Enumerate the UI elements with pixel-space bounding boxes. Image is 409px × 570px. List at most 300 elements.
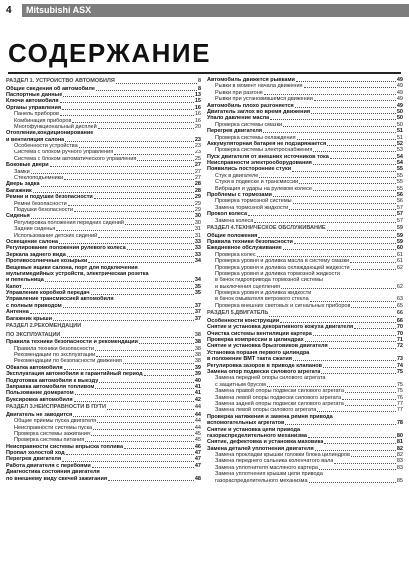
toc-page-number: 44 <box>194 404 201 411</box>
toc-page-number: 28 <box>194 181 201 188</box>
toc-subentry <box>207 218 403 224</box>
toc-leader-dots <box>309 482 396 483</box>
toc-entry-label: Замена передней опоры силового агрегата <box>215 375 326 382</box>
toc-entry-label: Замена переднего сальника коленчатого вала <box>215 458 334 465</box>
toc-leader-dots <box>270 119 396 120</box>
toc-leader-dots <box>259 177 396 178</box>
toc-entry-label: Отопление,кондиционирование <box>6 130 94 137</box>
toc-page-number: 85 <box>396 477 403 484</box>
toc-entry-label: Проверка системы питания <box>14 437 85 444</box>
toc-page-number: 71 <box>396 337 403 344</box>
toc-entry-label: Рекомендации по безопасности движения <box>14 358 122 365</box>
toc-entry-label: Аккумуляторная батарея не подзаряжается <box>207 140 327 147</box>
toc-entry-label: Панель приборов <box>14 111 59 118</box>
toc-leader-dots <box>124 448 194 449</box>
toc-page-number: 31 <box>194 232 201 239</box>
toc-page-number: 38 <box>194 345 201 352</box>
toc-page-number: 44 <box>194 411 201 418</box>
toc-entry-label: Проверка уровня и доливка охлаждающей жидкости <box>215 264 350 271</box>
toc-entry-label: Появились посторонние стуки <box>207 166 292 173</box>
toc-leader-dots <box>67 256 194 257</box>
toc-page-number: 82 <box>396 445 403 452</box>
toc-entry-label: Управление трансмиссией автомобиля <box>6 296 114 303</box>
toc-page-number: 73 <box>396 356 403 363</box>
toc-entry-label: газораспределительного механизма <box>215 477 308 484</box>
toc-section-heading <box>6 323 201 331</box>
toc-leader-dots <box>125 224 194 225</box>
toc-leader-dots <box>137 160 193 161</box>
toc-page-number: 55 <box>396 166 403 173</box>
toc-section-heading <box>207 310 403 318</box>
toc-entry-label: ПО ЭКСПЛУАТАЦИИ <box>6 331 61 338</box>
toc-entry-label: Капот <box>6 283 22 290</box>
toc-entry-label: Правила техники безопасности <box>14 345 94 352</box>
toc-section-heading <box>207 225 403 233</box>
toc-page-number: 37 <box>194 302 201 309</box>
toc-page-number: 70 <box>396 324 403 331</box>
page-number: 4 <box>6 5 12 16</box>
toc-entry-label: Неисправности системы пуска <box>14 424 93 431</box>
book-title: Mitsubishi ASX <box>26 5 92 15</box>
toc-entry-label: Заправка автомобиля топливом <box>6 383 95 390</box>
toc-entry-label: Регулирование положения рулевого колеса <box>6 245 126 252</box>
toc-entry-label: Замена левой опоры подвески силового агрегата <box>215 394 342 401</box>
toc-page-number: 33 <box>194 251 201 258</box>
toc-leader-dots <box>41 186 194 187</box>
toc-entry-label: Система с блоком ручного управления <box>14 149 114 156</box>
toc-leader-dots <box>64 179 194 180</box>
toc-page-number: 23 <box>194 149 201 156</box>
toc-entry-label: Ключи автомобиля <box>6 98 59 105</box>
toc-entry-label: Двигатель не заводится <box>6 411 73 418</box>
toc-page-number: 55 <box>396 172 403 179</box>
toc-page-number: 83 <box>396 458 403 465</box>
toc-page-number: 56 <box>396 192 403 199</box>
toc-leader-dots <box>92 467 194 468</box>
toc-leader-dots <box>305 341 396 342</box>
title-divider <box>8 72 401 74</box>
toc-page-number: 29 <box>194 200 201 207</box>
toc-page-number: 37 <box>194 309 201 316</box>
toc-leader-dots <box>73 416 194 417</box>
toc-page-number: 39 <box>194 371 201 378</box>
toc-entry-label: Проблемы с тормозами <box>207 192 272 199</box>
toc-entry-label: Подготовка автомобиля к выезду <box>6 377 99 384</box>
toc-page-number: 39 <box>194 364 201 371</box>
toc-leader-dots <box>62 461 194 462</box>
toc-entry-label: Автомобиль плохо разгоняется <box>207 102 294 109</box>
toc-leader-dots <box>99 382 194 383</box>
toc-leader-dots <box>351 456 396 457</box>
toc-page-number: 42 <box>194 396 201 403</box>
toc-page-number: 33 <box>194 238 201 245</box>
toc-entry-label: РАЗДЕЛ 5.ДВИГАТЕЛЬ <box>207 310 269 317</box>
toc-page-number: 30 <box>194 213 201 220</box>
toc-page-number: 16 <box>194 117 201 124</box>
toc-entry-label: Замена опор подвески силового агрегата <box>207 368 321 375</box>
toc-leader-dots <box>66 454 194 455</box>
toc-leader-dots <box>323 367 396 368</box>
toc-leader-dots <box>285 424 396 425</box>
toc-entry-label: Дверь задка <box>6 181 40 188</box>
toc-leader-dots <box>313 164 396 165</box>
toc-page-number: 52 <box>396 140 403 147</box>
toc-page-number: 27 <box>194 168 201 175</box>
toc-entry-label: Проверка внешних световых и сигнальных приборов <box>215 302 351 309</box>
toc-page-number: 59 <box>396 238 403 245</box>
toc-page-number: 16 <box>194 104 201 111</box>
toc-entry-label: и вентиляция салона <box>6 136 65 143</box>
toc-page-number: 41 <box>194 383 201 390</box>
toc-entry-label: Пропал холостой ход <box>6 450 65 457</box>
toc-page-number: 75 <box>396 368 403 375</box>
toc-leader-dots <box>79 147 194 148</box>
toc-leader-dots <box>116 83 197 84</box>
toc-page-number: 66 <box>396 317 403 324</box>
toc-leader-dots <box>127 249 194 250</box>
toc-page-number: 23 <box>194 143 201 150</box>
toc-page-number: 13 <box>194 91 201 98</box>
toc-page-number: 41 <box>194 390 201 397</box>
toc-page-number: 78 <box>396 420 403 427</box>
toc-leader-dots <box>258 237 396 238</box>
toc-page-number: 16 <box>194 111 201 118</box>
toc-leader-dots <box>95 388 193 389</box>
toc-leader-dots <box>56 230 194 231</box>
toc-entry-label: Проверка тормозной системы <box>215 198 292 205</box>
toc-entry-label: Замена правой опоры подвески силового агрегата <box>215 388 344 395</box>
toc-page-number: 49 <box>396 83 403 90</box>
toc-page-number: 57 <box>396 217 403 224</box>
toc-page-number: 45 <box>194 430 201 437</box>
toc-leader-dots <box>324 443 395 444</box>
toc-entry-label: Проверка системы охлаждения <box>215 134 296 141</box>
toc-page-number: 33 <box>194 245 201 252</box>
toc-page-number: 38 <box>194 358 201 365</box>
toc-page-number: 35 <box>194 290 201 297</box>
toc-entry-label: Правила техники безопасности и рекомендации <box>6 339 138 346</box>
toc-leader-dots <box>63 96 194 97</box>
toc-leader-dots <box>91 435 194 436</box>
toc-entry-label: Органы управления <box>6 104 62 111</box>
toc-leader-dots <box>74 401 194 402</box>
toc-section-heading <box>6 332 201 340</box>
toc-entry-label: Проверка системы смазки <box>215 121 283 128</box>
toc-page-number: 83 <box>396 464 403 471</box>
toc-leader-dots <box>96 90 197 91</box>
toc-title: СОДЕРЖАНИЕ <box>8 38 211 68</box>
toc-entry-label: в бачок омывателя ветрового стекла <box>215 296 309 303</box>
toc-page-number: 51 <box>396 134 403 141</box>
toc-page-number: 54 <box>396 160 403 167</box>
toc-entry-label: Проверка колес <box>215 251 256 258</box>
toc-page-number: 8 <box>197 78 201 84</box>
toc-page-number: 50 <box>396 115 403 122</box>
toc-entry-label: Общие сведения об автомобиле <box>6 85 95 92</box>
toc-entry-label: Диагностика состояния двигателя <box>6 469 100 476</box>
toc-entry-label: Снятие и установка декоративного кожуха двигателя <box>207 324 354 331</box>
toc-leader-dots <box>281 288 396 289</box>
toc-entry-label: Замена задней опоры подвески силового агрегата <box>215 400 344 407</box>
toc-page-number: 53 <box>396 147 403 154</box>
toc-leader-dots <box>59 243 194 244</box>
toc-entry-label: в бачок гидропривода тормозной системы <box>215 277 323 284</box>
toc-entry-label: Стеклоподъемники <box>14 175 64 182</box>
toc-entry-label: Установка поршня первого цилиндра <box>207 349 310 356</box>
toc-page-number: 35 <box>194 283 201 290</box>
toc-page-number: 70 <box>396 330 403 337</box>
toc-entry-label: РАЗДЕЛ 2.РЕКОМЕНДАЦИИ <box>6 323 82 330</box>
toc-leader-dots <box>354 328 396 329</box>
toc-page-number: 74 <box>396 362 403 369</box>
toc-entry-label: Эксплуатация автомобиля в гарантийный период <box>6 371 143 378</box>
toc-left-column <box>6 77 201 482</box>
toc-page-number: 49 <box>396 102 403 109</box>
toc-entry-label: Вещевые ящики салона, порт для подключения <box>6 264 138 271</box>
toc-entry-label: Замена левой опоры силового агрегата <box>215 407 317 414</box>
toc-leader-dots <box>289 209 396 210</box>
toc-entry-label: Многофункциональный дисплей <box>14 123 97 130</box>
toc-page-number: 27 <box>194 162 201 169</box>
toc-entry-label: Комбинация приборов <box>14 117 72 124</box>
toc-leader-dots <box>321 373 395 374</box>
toc-entry-label: Зеркала заднего вида <box>6 251 66 258</box>
toc-page-number: 61 <box>396 258 403 265</box>
toc-leader-dots <box>295 107 396 108</box>
toc-leader-dots <box>297 139 396 140</box>
toc-leader-dots <box>313 151 396 152</box>
toc-page-number: 81 <box>396 439 403 446</box>
toc-leader-dots <box>280 322 396 323</box>
toc-entry-label: Использование детских сидений <box>14 232 98 239</box>
toc-leader-dots <box>98 128 194 129</box>
toc-entry-label: Система с блоком автоматического управления <box>14 155 137 162</box>
toc-page-number: 49 <box>396 96 403 103</box>
toc-entry-label: Проверка системы зажигания <box>14 430 90 437</box>
toc-page-number: 29 <box>194 194 201 201</box>
toc-page-number: 59 <box>396 232 403 239</box>
toc-page-number: 49 <box>396 89 403 96</box>
toc-leader-dots <box>299 183 396 184</box>
toc-leader-dots <box>144 375 194 376</box>
toc-entry-label: Замена деталей уплотнения двигателя <box>207 445 314 452</box>
toc-leader-dots <box>283 126 396 127</box>
toc-leader-dots <box>248 215 396 216</box>
toc-entry-label: Подушки безопасности <box>14 207 74 213</box>
toc-entry-label: Замена уплотнителя масляного картера <box>215 464 318 471</box>
toc-leader-dots <box>329 348 396 349</box>
toc-entry-label: Снятие и установка брызговиков двигателя <box>207 343 328 350</box>
toc-page-number: 55 <box>396 185 403 192</box>
toc-leader-dots <box>267 386 396 387</box>
toc-page-number: 47 <box>194 456 201 463</box>
toc-leader-dots <box>269 316 396 317</box>
toc-entry <box>6 476 201 482</box>
toc-entry <box>6 397 201 403</box>
toc-entry-label: Замена уплотнения крышки цепи привода <box>215 471 323 478</box>
toc-page-number: 44 <box>194 418 201 425</box>
toc-page-number: 76 <box>396 394 403 401</box>
toc-page-number: 38 <box>194 331 201 338</box>
toc-entry-label: Антенна <box>6 309 29 316</box>
toc-leader-dots <box>304 87 396 88</box>
toc-leader-dots <box>327 230 396 231</box>
toc-entry-label: мультимедийных устройств, электрическая розетка <box>6 270 149 277</box>
toc-page-number: 62 <box>396 283 403 290</box>
toc-right-column <box>207 77 403 484</box>
toc-leader-dots <box>351 307 396 308</box>
toc-entry-label: Противосолнечные козырьки <box>6 258 88 265</box>
toc-leader-dots <box>345 405 396 406</box>
toc-page-number: 77 <box>396 400 403 407</box>
toc-entry-label: Вибрация и удары на рулевом колесе <box>215 185 312 192</box>
toc-page-number: 57 <box>396 211 403 218</box>
toc-entry-label: Общие приемы пуска двигателя <box>14 418 97 425</box>
toc-entry-label: Общие положения <box>207 232 258 239</box>
toc-entry-label: Особенности конструкции <box>207 317 280 324</box>
toc-page-number: 50 <box>396 121 403 128</box>
toc-entry-label: Проверка уровня и доливка масла в систему смазки <box>215 258 350 265</box>
toc-page-number: 31 <box>194 226 201 233</box>
toc-page-number: 34 <box>194 258 201 265</box>
toc-leader-dots <box>93 429 194 430</box>
toc-entry-label: Замена колеса <box>215 217 254 224</box>
toc-leader-dots <box>30 313 194 314</box>
toc-leader-dots <box>334 463 395 464</box>
toc-leader-dots <box>72 122 193 123</box>
toc-entry-label: Неисправности электрооборудования <box>207 160 312 167</box>
toc-page-number: 38 <box>194 352 201 358</box>
toc-page-number: 28 <box>194 187 201 194</box>
toc-entry-label: Работа двигателя с перебоями <box>6 462 91 469</box>
toc-leader-dots <box>62 109 194 110</box>
toc-page-number: 51 <box>396 128 403 135</box>
toc-entry-label: Рывки при разгоне <box>215 89 263 96</box>
toc-page-number: 8 <box>197 85 201 92</box>
toc-leader-dots <box>254 222 396 223</box>
toc-leader-dots <box>53 320 194 321</box>
toc-entry-label: Ежедневное обслуживание <box>207 245 282 252</box>
toc-leader-dots <box>313 335 396 336</box>
toc-leader-dots <box>310 301 396 302</box>
toc-entry-label: Регулировка зазоров в приводе клапанов <box>207 362 323 369</box>
toc-entry-label: Освещение салона <box>6 238 59 245</box>
toc-page-number: 75 <box>396 388 403 395</box>
toc-leader-dots <box>74 211 194 212</box>
toc-leader-dots <box>296 81 396 82</box>
toc-leader-dots <box>313 190 396 191</box>
toc-leader-dots <box>314 100 396 101</box>
toc-entry-label: Неисправности системы впрыска топлива <box>6 443 124 450</box>
toc-entry-label: Ремни безопасности <box>14 200 67 207</box>
toc-leader-dots <box>294 243 396 244</box>
toc-leader-dots <box>75 394 194 395</box>
toc-leader-dots <box>85 441 194 442</box>
toc-leader-dots <box>33 192 194 193</box>
toc-leader-dots <box>31 218 194 219</box>
toc-leader-dots <box>273 196 396 197</box>
toc-leader-dots <box>351 269 396 270</box>
page-header <box>0 4 409 18</box>
toc-page-number: 62 <box>396 264 403 271</box>
toc-leader-dots <box>292 171 396 172</box>
toc-leader-dots <box>293 360 396 361</box>
toc-leader-dots <box>319 469 396 470</box>
toc-page-number: 63 <box>396 296 403 303</box>
toc-page-number: 45 <box>194 437 201 444</box>
toc-page-number: 47 <box>194 462 201 469</box>
toc-page-number: 30 <box>194 219 201 226</box>
toc-leader-dots <box>91 294 194 295</box>
toc-entry-label: РАЗДЕЛ 4.ТЕХНИЧЕСКОЕ ОБСЛУЖИВАНИЕ <box>207 224 326 231</box>
toc-leader-dots <box>88 262 194 263</box>
toc-page-number: 23 <box>194 136 201 143</box>
toc-entry-label: Стук в двигателе <box>215 172 259 179</box>
toc-entry-label: с защитным брусом <box>215 381 266 388</box>
toc-entry-label: Багажник <box>6 187 32 194</box>
toc-entry-label: по внешнему виду свечей зажигания <box>6 475 108 482</box>
toc-entry-label: Боковые двери <box>6 162 49 169</box>
toc-page-number: 34 <box>194 277 201 284</box>
toc-leader-dots <box>64 369 194 370</box>
toc-entry-label: РАЗДЕЛ 3.НЕИСПРАВНОСТИ В ПУТИ <box>6 404 106 411</box>
toc-page-number: 61 <box>396 251 403 258</box>
toc-subentry <box>207 478 403 484</box>
toc-page-number: 77 <box>396 407 403 414</box>
toc-leader-dots <box>350 262 396 263</box>
toc-entry-label: Стуки в подвеске и трансмиссии <box>215 179 299 186</box>
toc-entry-label: Упало давление масла <box>207 115 270 122</box>
toc-entry-label: Рывки при установившемся движении <box>215 96 313 103</box>
toc-entry <box>6 316 201 322</box>
toc-page-number: 38 <box>194 339 201 346</box>
toc-entry-label: Замена прокладки крышки головки блока цилиндров <box>215 452 350 459</box>
toc-section-heading <box>6 404 201 412</box>
toc-leader-dots <box>94 198 194 199</box>
toc-leader-dots <box>60 115 194 116</box>
toc-leader-dots <box>65 141 194 142</box>
toc-entry-label: Рывки в момент начала движения <box>215 83 303 90</box>
toc-entry-label: Перегрев двигателя <box>6 456 62 463</box>
toc-entry-label: Очистка системы вентиляции картера <box>207 330 312 337</box>
toc-entry-label: Обкатка автомобиля <box>6 364 63 371</box>
toc-entry-label: Проверка натяжения и замена ремня привода <box>207 413 333 420</box>
toc-leader-dots <box>98 237 194 238</box>
toc-leader-dots <box>60 102 194 103</box>
toc-entry-label: Проверка системы электроснабжения <box>215 147 313 154</box>
toc-entry-label: РАЗДЕЛ 1. УСТРОЙСТВО АВТОМОБИЛЯ <box>6 78 115 84</box>
toc-entry-label: и выключения сцепления <box>215 283 280 290</box>
toc-page-number: 72 <box>396 343 403 350</box>
toc-entry-label: газораспределительного механизма <box>207 432 307 439</box>
toc-leader-dots <box>308 437 396 438</box>
toc-leader-dots <box>317 411 396 412</box>
toc-leader-dots <box>293 203 396 204</box>
toc-section-heading <box>6 78 201 86</box>
toc-page-number: 56 <box>396 198 403 205</box>
toc-leader-dots <box>139 343 194 344</box>
toc-leader-dots <box>345 392 396 393</box>
toc-entry-label: Проверка компрессии в цилиндрах <box>207 337 304 344</box>
toc-leader-dots <box>342 399 396 400</box>
toc-page-number: 49 <box>396 77 403 83</box>
toc-entry-label: Снятие и установка цепи привода <box>207 426 301 433</box>
toc-page-number: 80 <box>396 432 403 439</box>
toc-entry-label: Автомобиль движется рывками <box>207 77 295 83</box>
toc-page-number: 37 <box>194 315 201 322</box>
toc-entry-label: Паспортные данные <box>6 91 63 98</box>
toc-page-number: 47 <box>194 450 201 457</box>
